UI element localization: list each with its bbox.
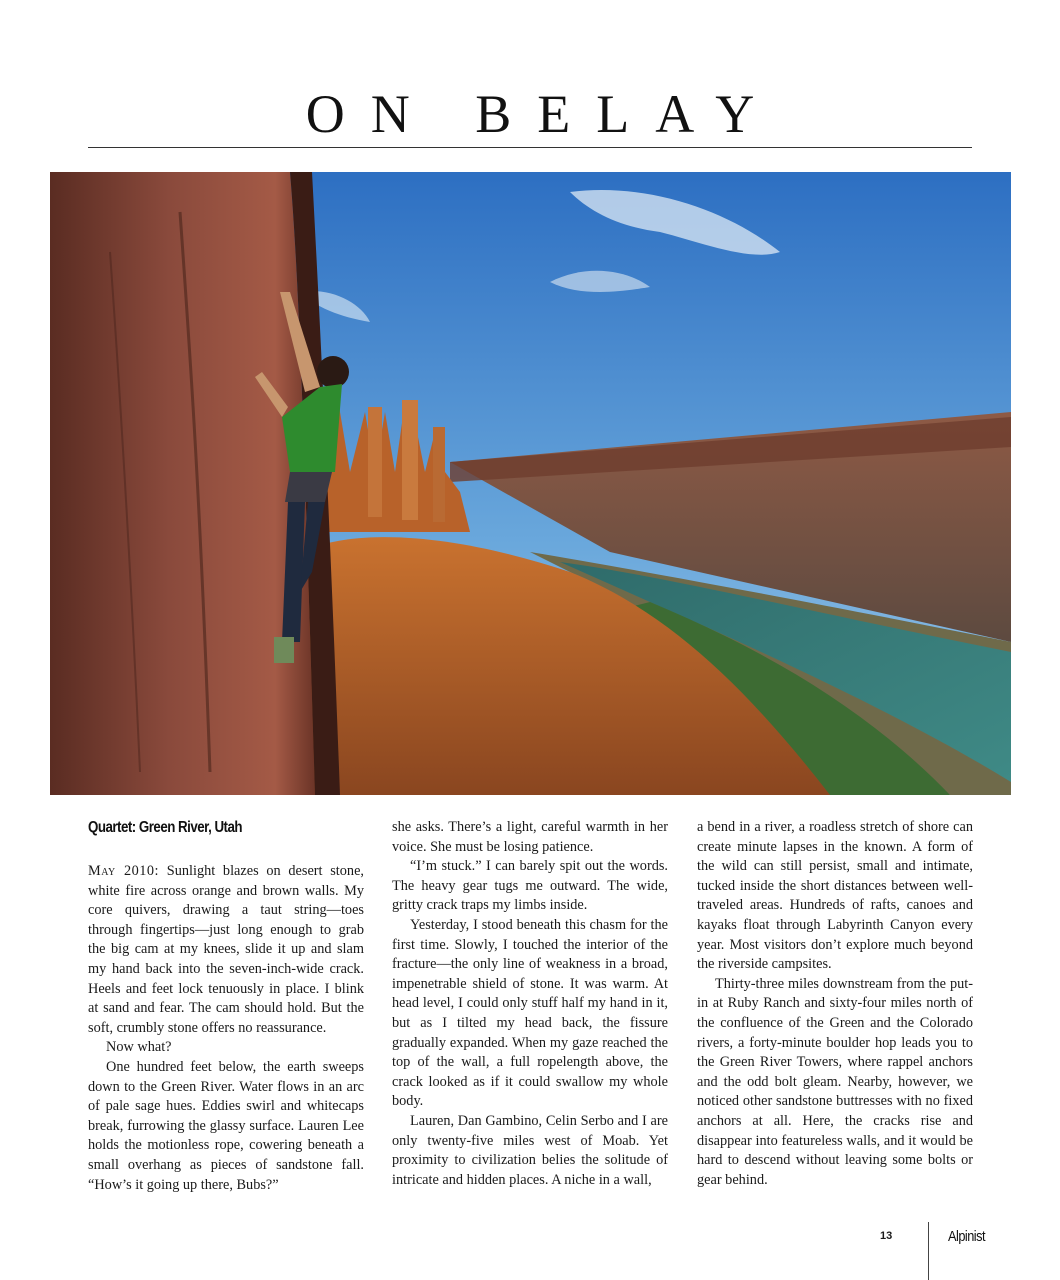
hero-photo [50, 172, 1011, 795]
paragraph: “I’m stuck.” I can barely spit out the words. The heavy gear tugs me outward. The wide, gritty crack traps my limbs inside. [392, 858, 668, 914]
paragraph: a bend in a river, a roadless stretch of shore can create minute lapses in the known. A form of the wild can still persist, small and intimate, tucked inside the short distances between well-traveled areas. Hundreds of rafts, canoes and kayaks float through Labyrinth Canyon every year. Most visitors don’t explore much beyond the riverside campsites. [697, 819, 973, 973]
page-number: 13 [880, 1230, 893, 1242]
photo-illustration [50, 172, 1011, 795]
paragraph-text: Sunlight blazes on desert stone, white fire across orange and brown walls. My core quivers, drawing a taut string—toes through fingertips—just long enough to grab the big cam at my knees, slide it up and slam my hand back into the seven-inch-wide crack. Heels and feet lock tenuously in place. I blink at sand and fear. The cam should hold. But the soft, crumbly stone offers no reassurance. [88, 863, 364, 1036]
paragraph: Yesterday, I stood beneath this chasm for the first time. Slowly, I touched the interior of the fracture—the only line of weakness in a broad, impenetrable shield of stone. It was warm. At head level, I could only stuff half my hand in it, but as I tilted my head back, the fissure gradually expanded. When my gaze reached the top of the wall, a full ropelength above, the crack looked as if it could swallow my whole body. [392, 916, 668, 1110]
photo-caption: Quartet: Green River, Utah [88, 819, 243, 836]
dateline: May 2010: [88, 863, 160, 879]
article-column-1 [88, 818, 364, 1195]
paragraph [88, 862, 364, 1038]
paragraph: One hundred feet below, the earth sweeps down to the Green River. Water flows in an arc of pale sage hues. Eddies swirl and whitecaps break, furrowing the glassy surface. Lauren Lee holds the motionless rope, cowering beneath a small overhang as pieces of sandstone fall. “How’s it going up there, Bubs?” [88, 1058, 364, 1193]
title-rule [88, 147, 972, 148]
page-folio [880, 1226, 992, 1246]
article-column-3 [697, 818, 973, 1190]
magazine-brand: Alpinist [948, 1227, 986, 1245]
paragraph: Thirty-three miles downstream from the put-in at Ruby Ranch and sixty-four miles north of the confluence of the Green and the Colorado rivers, a forty-minute boulder hop leads you to the Green River Towers, where rappel anchors and the odd bolt gleam. Nearby, however, we noticed other sandstone buttresses with no fixed anchors at all. Here, the cracks rise and disappear into featureless walls, and it would be hard to descend without leaving some bolts or gear behind. [697, 975, 973, 1188]
paragraph: she asks. There’s a light, careful warmth in her voice. She must be losing patience. [392, 819, 668, 855]
article-column-2 [392, 818, 668, 1190]
section-title: ON BELAY [305, 84, 781, 144]
paragraph: Now what? [106, 1039, 172, 1056]
paragraph: Lauren, Dan Gambino, Celin Serbo and I are only twenty-five miles west of Moab. Yet proximity to civilization belies the solitude of intricate and hidden places. A niche in a wall, [392, 1112, 668, 1188]
